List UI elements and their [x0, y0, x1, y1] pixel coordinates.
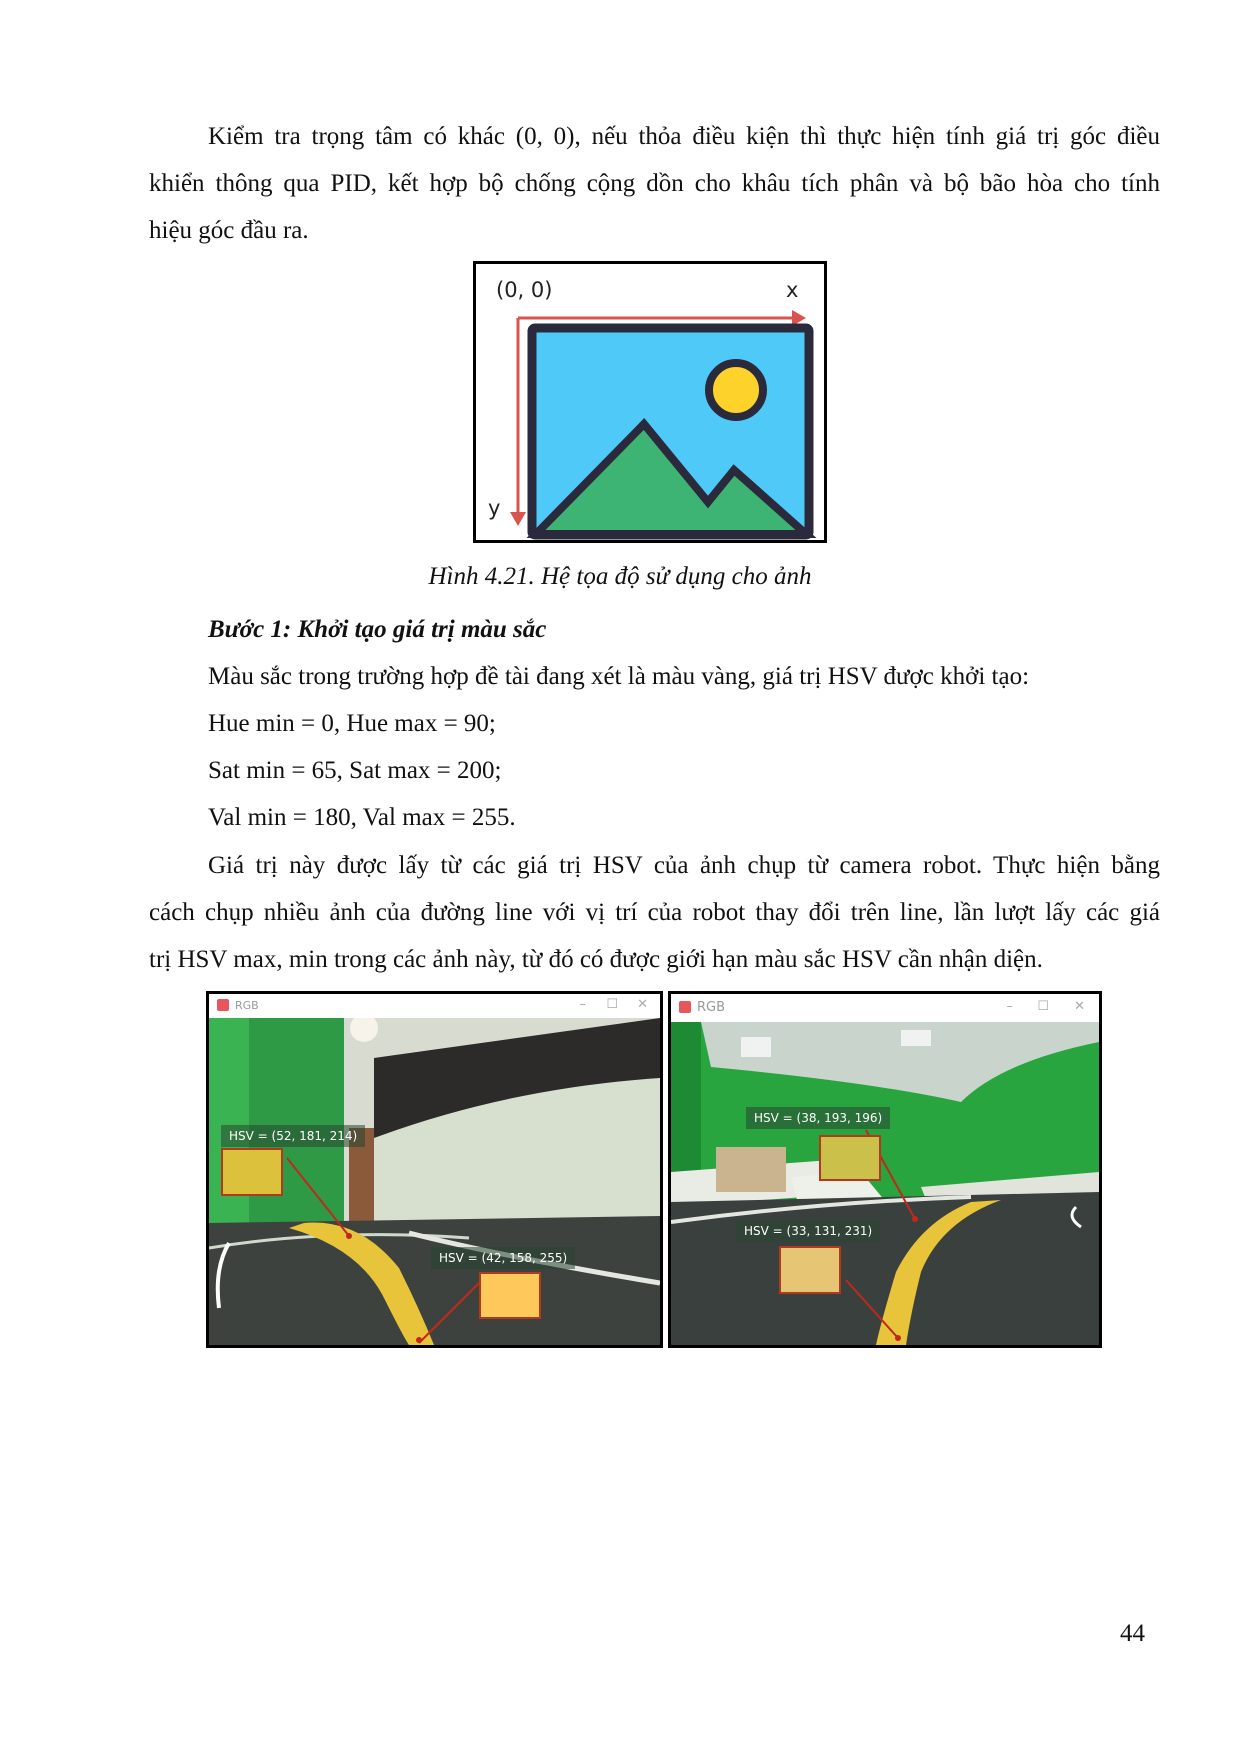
hsv-sat-line: Sat min = 65, Sat max = 200;: [208, 757, 502, 784]
color-swatch: [221, 1148, 283, 1196]
camera-window-1: [206, 991, 663, 1348]
hsv-sample-label: HSV = (38, 193, 196): [746, 1107, 890, 1129]
hsv-sample-label: HSV = (33, 131, 231): [736, 1220, 880, 1242]
paragraph-line: Giá trị này được lấy từ các giá trị HSV của ảnh chụp từ camera robot. Thực hiện bằng: [208, 852, 1160, 879]
origin-label: (0, 0): [496, 278, 553, 302]
coordinate-system-figure: [473, 261, 827, 543]
app-icon: [217, 999, 229, 1011]
camera-scene-image: [671, 1022, 1099, 1345]
minimize-icon[interactable]: –: [579, 997, 586, 1012]
x-axis-label: x: [786, 278, 799, 302]
color-swatch: [819, 1135, 881, 1181]
maximize-icon[interactable]: ☐: [1037, 999, 1049, 1014]
window-title: RGB: [235, 999, 259, 1012]
minimize-icon[interactable]: –: [1006, 999, 1013, 1014]
paragraph-line: hiệu góc đầu ra.: [149, 217, 309, 244]
paragraph-line: cách chụp nhiều ảnh của đường line với vị trí của robot thay đổi trên line, lần lượt lấy các giá: [149, 899, 1160, 926]
paragraph-line: trị HSV max, min trong các ảnh này, từ đó có được giới hạn màu sắc HSV cần nhận diện.: [149, 946, 1043, 973]
hsv-val-line: Val min = 180, Val max = 255.: [208, 804, 516, 831]
maximize-icon[interactable]: ☐: [606, 997, 618, 1012]
image-landscape-icon: [476, 264, 824, 540]
page-number: 44: [1120, 1620, 1145, 1647]
color-swatch: [779, 1246, 841, 1294]
camera-window-2: [668, 991, 1102, 1348]
y-axis-label: y: [488, 496, 501, 520]
section-heading: Bước 1: Khởi tạo giá trị màu sắc: [208, 616, 547, 643]
close-icon[interactable]: ✕: [637, 997, 648, 1012]
color-swatch: [479, 1272, 541, 1319]
hsv-sample-label: HSV = (42, 158, 255): [431, 1247, 575, 1269]
close-icon[interactable]: ✕: [1074, 999, 1085, 1014]
camera-view: [671, 1022, 1099, 1345]
window-titlebar: [671, 994, 1099, 1022]
window-title: RGB: [697, 1000, 726, 1015]
paragraph-line: Màu sắc trong trường hợp đề tài đang xét là màu vàng, giá trị HSV được khởi tạo:: [208, 663, 1030, 690]
camera-view: [209, 1018, 660, 1345]
app-icon: [679, 1001, 691, 1013]
paragraph-line: Kiểm tra trọng tâm có khác (0, 0), nếu thỏa điều kiện thì thực hiện tính giá trị góc điều: [208, 123, 1160, 150]
figure-caption: Hình 4.21. Hệ tọa độ sử dụng cho ảnh: [428, 563, 812, 590]
paragraph-line: khiển thông qua PID, kết hợp bộ chống cộng dồn cho khâu tích phân và bộ bão hòa cho tính: [149, 170, 1160, 197]
window-titlebar: [209, 994, 660, 1018]
hsv-sample-label: HSV = (52, 181, 214): [221, 1125, 365, 1147]
hsv-hue-line: Hue min = 0, Hue max = 90;: [208, 710, 496, 737]
